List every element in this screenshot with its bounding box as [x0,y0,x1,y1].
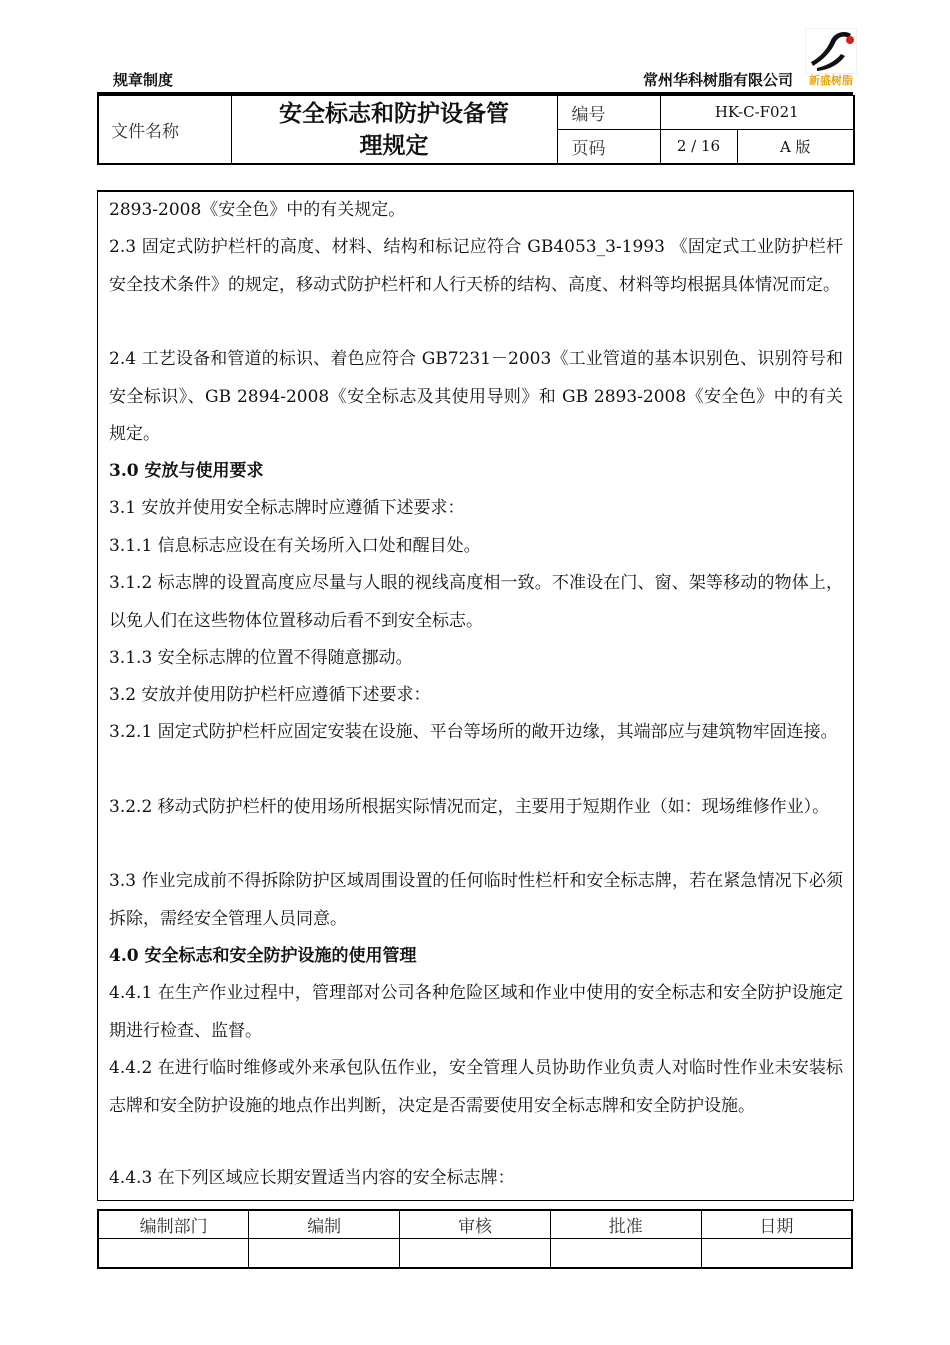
paragraph: 3.1.3 安全标志牌的位置不得随意挪动。 [109,648,413,668]
code-label: 编号 [557,96,660,130]
cell-dept [98,1239,249,1269]
header-approve: 批准 [550,1210,701,1239]
document-title-line2: 理规定 [359,132,429,159]
header-author: 编制 [249,1210,400,1239]
logo-icon [805,28,857,74]
file-name-label: 文件名称 [98,96,231,165]
paragraph: 3.3 作业完成前不得拆除防护区域周围设置的任何临时性栏杆和安全标志牌，若在紧急情况下必须拆除，需经安全管理人员同意。 [109,871,843,929]
paragraph: 4.4.1 在生产作业过程中，管理部对公司各种危险区域和作业中使用的安全标志和安全防护设施定期进行检查、监督。 [109,983,843,1041]
document-title [231,96,557,165]
approval-table [97,1209,853,1269]
paragraph: 3.1.2 标志牌的设置高度应尽量与人眼的视线高度相一致。不准设在门、窗、架等移动的物体上，以免人们在这些物体位置移动后看不到安全标志。 [109,573,843,631]
document-title-line1: 安全标志和防护设备管 [279,100,509,127]
code-value: HK-C-F021 [660,96,854,130]
paragraph: 3.2 安放并使用防护栏杆应遵循下述要求： [109,685,431,705]
header-dept: 编制部门 [98,1210,249,1239]
paragraph: 3.2.2 移动式防护栏杆的使用场所根据实际情况而定，主要用于短期作业（如：现场维修作业）。 [109,797,830,817]
paragraph: 4.4.3 在下列区域应长期安置适当内容的安全标志牌： [109,1168,515,1188]
cell-review [400,1239,551,1269]
header-review: 审核 [400,1210,551,1239]
company-name: 常州华科树脂有限公司 [642,71,793,89]
paragraph: 3.2.1 固定式防护栏杆应固定安装在设施、平台等场所的敞开边缘，其端部应与建筑物牢固连接。 [109,722,838,742]
cell-approve [550,1239,701,1269]
paragraph: 4.4.2 在进行临时维修或外来承包队伍作业，安全管理人员协助作业负责人对临时性作业未安装标志牌和安全防护设施的地点作出判断，决定是否需要使用安全标志牌和安全防护设施。 [109,1058,843,1116]
version-value: A 版 [737,129,854,164]
cell-date [701,1239,852,1269]
content-frame [97,192,854,1201]
paragraph: 2.3 固定式防护栏杆的高度、材料、结构和标记应符合 GB4053_3-1993 《固定式工业防护栏杆安全技术条件》的规定，移动式防护栏杆和人行天桥的结构、高度、材料等均根据具体情况而定。 [109,237,843,295]
company-logo [805,28,857,88]
paragraph: 2.4 工艺设备和管道的标识、着色应符合 GB7231－2003《工业管道的基本识别色、识别符号和安全标识》、GB 2894-2008《安全标志及其使用导则》和 GB 2893-2008《安全色》中的有关规定。 [109,349,843,444]
page-label: 页码 [557,129,660,164]
logo-label: 新盛树脂 [809,74,853,87]
page-value: 2 / 16 [660,129,737,164]
paragraph: 3.1.1 信息标志应设在有关场所入口处和醒目处。 [109,536,481,556]
section-heading: 4.0 安全标志和安全防护设施的使用管理 [109,946,417,966]
header-category: 规章制度 [113,71,174,89]
section-heading: 3.0 安放与使用要求 [109,461,264,481]
paragraph: 2893-2008《安全色》中的有关规定。 [109,200,406,220]
document-info-table [97,95,855,165]
header-date: 日期 [701,1210,852,1239]
paragraph: 3.1 安放并使用安全标志牌时应遵循下述要求： [109,498,465,518]
cell-author [249,1239,400,1269]
